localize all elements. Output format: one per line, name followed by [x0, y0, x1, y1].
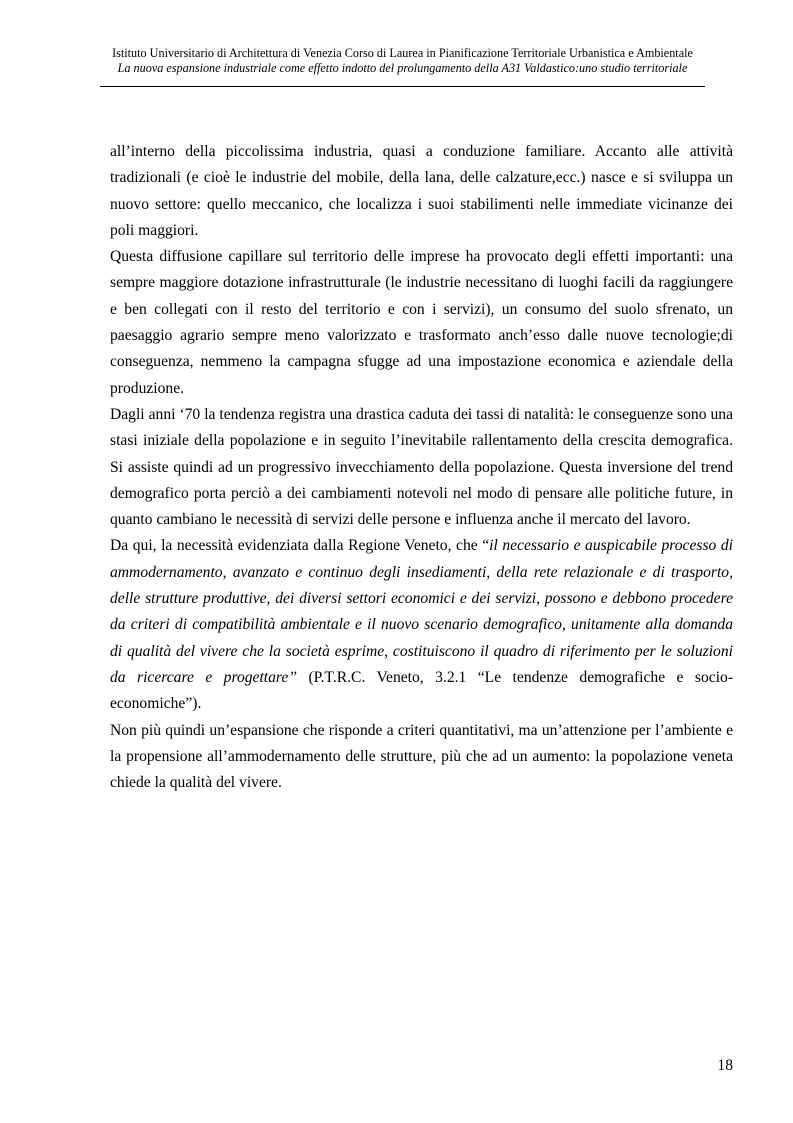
header-divider — [100, 86, 705, 87]
paragraph-4-citation: (P.T.R.C. Veneto, 3.2.1 “Le tendenze demografiche e socio-economiche”). — [110, 668, 734, 713]
paragraph-4-intro: Da qui, la necessità evidenziata dalla Regione Veneto, che “ — [110, 537, 490, 555]
paragraph-1: all’interno della piccolissima industria, quasi a conduzione familiare. Accanto alle attività tradizionali (e cioè le industrie del mobile, della lana, delle calzature,ecc.) nasce e si sviluppa un nuovo settore: quello meccanico, che localizza i suoi stabilimenti nelle immediate vicinanze dei poli maggiori. — [110, 143, 733, 239]
header-thesis-title: La nuova espansione industriale come effetto indotto del prolungamento della A31 Valdastico:uno studio territoriale — [117, 61, 688, 75]
paragraph-4 — [110, 533, 733, 717]
paragraph-5: Non più quindi un’espansione che risponde a criteri quantitativi, ma un’attenzione per l’ambiente e la propensione all’ammodernamento delle strutture, più che ad un aumento: la popolazione veneta chiede la qualità del vivere. — [110, 721, 733, 792]
header-institution: Istituto Universitario di Architettura di Venezia Corso di Laurea in Pianificazione Territoriale Urbanistica e Ambientale — [112, 46, 693, 60]
paragraph-4-quote: il necessario e auspicabile processo di ammodernamento, avanzato e continuo degli insediamenti, della rete relazionale e di trasporto, delle strutture produttive, dei diversi settori economici e dei servizi, possono e debbono procedere da criteri di compatibilità ambientale e il nuovo scenario demografico, unitamente alla domanda di qualità del vivere che la società esprime, costituiscono il quadro di riferimento per le soluzioni da ricercare e progettare” — [110, 537, 733, 686]
page-header — [100, 46, 705, 76]
page-number: 18 — [717, 1057, 733, 1074]
paragraph-2: Questa diffusione capillare sul territorio delle imprese ha provocato degli effetti importanti: una sempre maggiore dotazione infrastrutturale (le industrie necessitano di luoghi facili da raggiungere e ben collegati con il resto del territorio e con i servizi), un consumo del suolo sfrenato, un paesaggio agrario sempre meno valorizzato e trasformato anch’esso dalle nuove tecnologie;di conseguenza, nemmeno la campagna sfugge ad una impostazione economica e aziendale della produzione. — [110, 248, 733, 397]
body-text — [110, 139, 733, 796]
paragraph-3: Dagli anni ‘70 la tendenza registra una drastica caduta dei tassi di natalità: le conseguenze sono una stasi iniziale della popolazione e in seguito l’inevitabile rallentamento della crescita demografica. Si assiste quindi ad un progressivo invecchiamento della popolazione. Questa inversione del trend demografico porta perciò a dei cambiamenti notevoli nel modo di pensare alle politiche future, in quanto cambiano le necessità di servizi delle persone e influenza anche il mercato del lavoro. — [110, 405, 733, 529]
